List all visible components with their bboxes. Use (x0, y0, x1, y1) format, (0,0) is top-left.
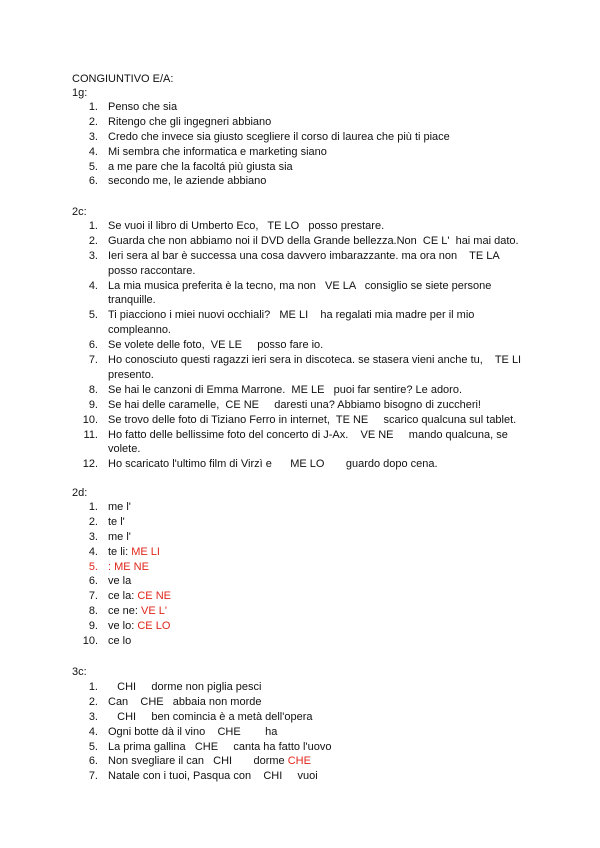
list-item-text (108, 338, 528, 353)
text-segment: ce la: (108, 590, 138, 603)
list-item-number: 6. (88, 575, 98, 588)
list-item-number: 10. (82, 635, 98, 648)
list-item-number: 3. (88, 710, 98, 723)
list-item-number: 1. (88, 681, 98, 693)
list-item-text (108, 279, 528, 309)
list-item-number: 2. (88, 695, 98, 708)
section-list (0, 500, 600, 649)
list-item (0, 604, 600, 619)
list-item (0, 589, 600, 604)
list-item (0, 398, 600, 413)
list-item-text (108, 634, 528, 649)
list-item-number: 11. (83, 428, 98, 441)
list-item (0, 457, 600, 472)
list-item-number: 7. (88, 354, 98, 367)
list-item (0, 560, 600, 575)
section-list (0, 100, 600, 189)
list-item-text (108, 740, 528, 755)
list-item-text (108, 589, 528, 604)
list-item-number: 8. (88, 605, 98, 618)
text-segment: te li: (108, 545, 132, 558)
text-segment: La prima gallina CHE canta ha fatto l'uovo (108, 740, 332, 753)
section-label: 1g: (72, 87, 88, 99)
list-item-text (108, 695, 528, 710)
list-item-number: 7. (88, 770, 98, 783)
text-segment: Mi sembra che informatica e marketing siano (108, 145, 327, 158)
list-item-text (108, 383, 528, 398)
answer-highlight: CHE (287, 755, 311, 768)
section-label: 2c: (72, 206, 87, 218)
text-segment: Ti piacciono i miei nuovi occhiali? ME LI ha regalati mia madre per il mio compleanno. (108, 309, 478, 337)
list-item (0, 338, 600, 353)
list-item-text (108, 545, 528, 560)
list-item-text (108, 308, 528, 338)
list-item-number: 3. (88, 530, 98, 543)
text-segment: Se hai le canzoni di Emma Marrone. ME LE puoi far sentire? Le adoro. (108, 383, 463, 396)
list-item-text (108, 100, 528, 115)
list-item-number: 5. (88, 740, 98, 753)
list-item-text (108, 500, 528, 515)
list-item (0, 530, 600, 545)
list-item-text (108, 413, 528, 428)
list-item (0, 383, 600, 398)
list-item-number: 4. (88, 545, 98, 558)
list-item (0, 725, 600, 740)
text-segment: CHI ben comincia è a metà dell'opera (108, 710, 313, 723)
answer-highlight: : ME NE (108, 560, 149, 573)
text-segment: Ritengo che gli ingegneri abbiano (108, 115, 272, 128)
text-segment: te l' (108, 515, 125, 528)
list-item-number: 2. (88, 115, 98, 128)
list-item-number: 8. (88, 383, 98, 396)
list-item (0, 100, 600, 115)
text-segment: ce lo (108, 635, 132, 648)
list-item-number: 6. (88, 175, 98, 188)
list-item-text (108, 130, 528, 145)
list-item-number: 3. (88, 130, 98, 143)
text-segment: Penso che sia (108, 101, 178, 113)
answer-highlight: ME LI (131, 545, 160, 558)
list-item (0, 574, 600, 589)
text-segment: Credo che invece sia giusto scegliere il corso di laurea che più ti piace (108, 130, 450, 143)
list-item-text (108, 428, 528, 458)
list-item (0, 634, 600, 649)
list-item-number: 4. (88, 725, 98, 738)
list-item-text (108, 574, 528, 589)
list-item (0, 353, 600, 383)
text-segment: Ho fatto delle bellissime foto del concerto di J-Ax. VE NE mando qualcuna, se volete. (108, 428, 511, 456)
list-item (0, 500, 600, 515)
list-item-text (108, 160, 528, 175)
list-item-text (108, 725, 528, 740)
text-segment: Ieri sera al bar è successa una cosa davvero imbarazzante. ma ora non TE LA posso raccontare. (108, 249, 503, 277)
text-segment: Se vuoi il libro di Umberto Eco, TE LO posso prestare. (108, 220, 385, 232)
list-item-text (108, 769, 528, 784)
answer-highlight: CE NE (137, 590, 171, 603)
text-segment: Non svegliare il can CHI dorme (108, 755, 288, 768)
list-item-number: 5. (88, 160, 98, 173)
text-segment: Natale con i tuoi, Pasqua con CHI vuoi (108, 770, 318, 783)
list-item (0, 754, 600, 769)
list-item-number: 3. (88, 249, 98, 262)
text-segment: secondo me, le aziende abbiano (108, 175, 267, 188)
list-item (0, 695, 600, 710)
list-item (0, 545, 600, 560)
list-item-number: 10. (82, 413, 98, 426)
text-segment: ve la (108, 575, 132, 588)
list-item-text (108, 530, 528, 545)
list-item-number: 1. (88, 501, 98, 513)
page-title: CONGIUNTIVO E/A: (72, 73, 174, 85)
list-item-number: 1. (88, 101, 98, 113)
text-segment: Ho scaricato l'ultimo film di Virzì e ME LO guardo dopo cena. (108, 458, 438, 471)
list-item-number: 6. (88, 755, 98, 768)
list-item (0, 740, 600, 755)
text-segment: me l' (108, 501, 131, 513)
section-label: 3c: (72, 666, 87, 678)
list-item-text (108, 619, 528, 634)
text-segment: me l' (108, 530, 131, 543)
list-item-number: 1. (88, 220, 98, 232)
text-segment: Se hai delle caramelle, CE NE daresti una? Abbiamo bisogno di zuccheri! (108, 398, 481, 411)
text-segment: ve lo: (108, 620, 138, 633)
list-item-text (108, 604, 528, 619)
text-segment: Guarda che non abbiamo noi il DVD della Grande bellezza.Non CE L' hai mai dato. (108, 234, 519, 247)
answer-highlight: VE L' (141, 605, 167, 618)
section-list (0, 680, 600, 784)
list-item-number: 4. (88, 279, 98, 292)
answer-highlight: CE LO (137, 620, 171, 633)
list-item (0, 219, 600, 234)
text-segment: Se volete delle foto, VE LE posso fare io. (108, 339, 324, 352)
text-segment: La mia musica preferita è la tecno, ma non VE LA consiglio se siete persone tranquille. (108, 279, 495, 307)
list-item-text (108, 560, 528, 575)
list-item (0, 680, 600, 695)
text-segment: a me pare che la facoltá più giusta sia (108, 160, 293, 173)
list-item (0, 130, 600, 145)
list-item-number: 7. (88, 590, 98, 603)
text-segment: CHI dorme non piglia pesci (108, 681, 262, 693)
list-item (0, 515, 600, 530)
section-list (0, 219, 600, 472)
list-item (0, 413, 600, 428)
list-item-number: 9. (88, 398, 98, 411)
list-item-text (108, 249, 528, 279)
list-item (0, 428, 600, 458)
text-segment: Ho conosciuto questi ragazzi ieri sera in discoteca. se stasera vieni anche tu, TE LI presento. (108, 354, 525, 381)
list-item-text (108, 457, 528, 472)
list-item-text (108, 353, 528, 383)
list-item (0, 279, 600, 309)
text-segment: Se trovo delle foto di Tiziano Ferro in internet, TE NE scarico qualcuna sul tablet. (108, 413, 517, 426)
list-item (0, 769, 600, 784)
text-segment: ce ne: (108, 605, 142, 618)
list-item-number: 5. (88, 309, 98, 322)
section-label: 2d: (72, 487, 88, 499)
list-item (0, 234, 600, 249)
text-segment: Ogni botte dà il vino CHE ha (108, 725, 278, 738)
list-item (0, 160, 600, 175)
list-item (0, 145, 600, 160)
list-item-number: 9. (88, 620, 98, 633)
list-item (0, 619, 600, 634)
list-item (0, 308, 600, 338)
list-item-text (108, 145, 528, 160)
list-item-text (108, 398, 528, 413)
list-item-number: 12. (82, 458, 98, 471)
list-item (0, 174, 600, 189)
list-item-text (108, 680, 528, 695)
list-item-text (108, 754, 528, 769)
list-item (0, 249, 600, 279)
list-item-number: 2. (88, 515, 98, 528)
list-item-text (108, 515, 528, 530)
text-segment: Can CHE abbaia non morde (108, 695, 262, 708)
list-item-text (108, 219, 528, 234)
list-item-text (108, 115, 528, 130)
list-item-text (108, 234, 528, 249)
list-item-text (108, 710, 528, 725)
list-item-number: 4. (88, 145, 98, 158)
list-item-number: 2. (88, 234, 98, 247)
list-item-number: 5. (88, 560, 98, 573)
list-item (0, 115, 600, 130)
list-item-number: 6. (88, 339, 98, 352)
list-item-text (108, 174, 528, 189)
list-item (0, 710, 600, 725)
